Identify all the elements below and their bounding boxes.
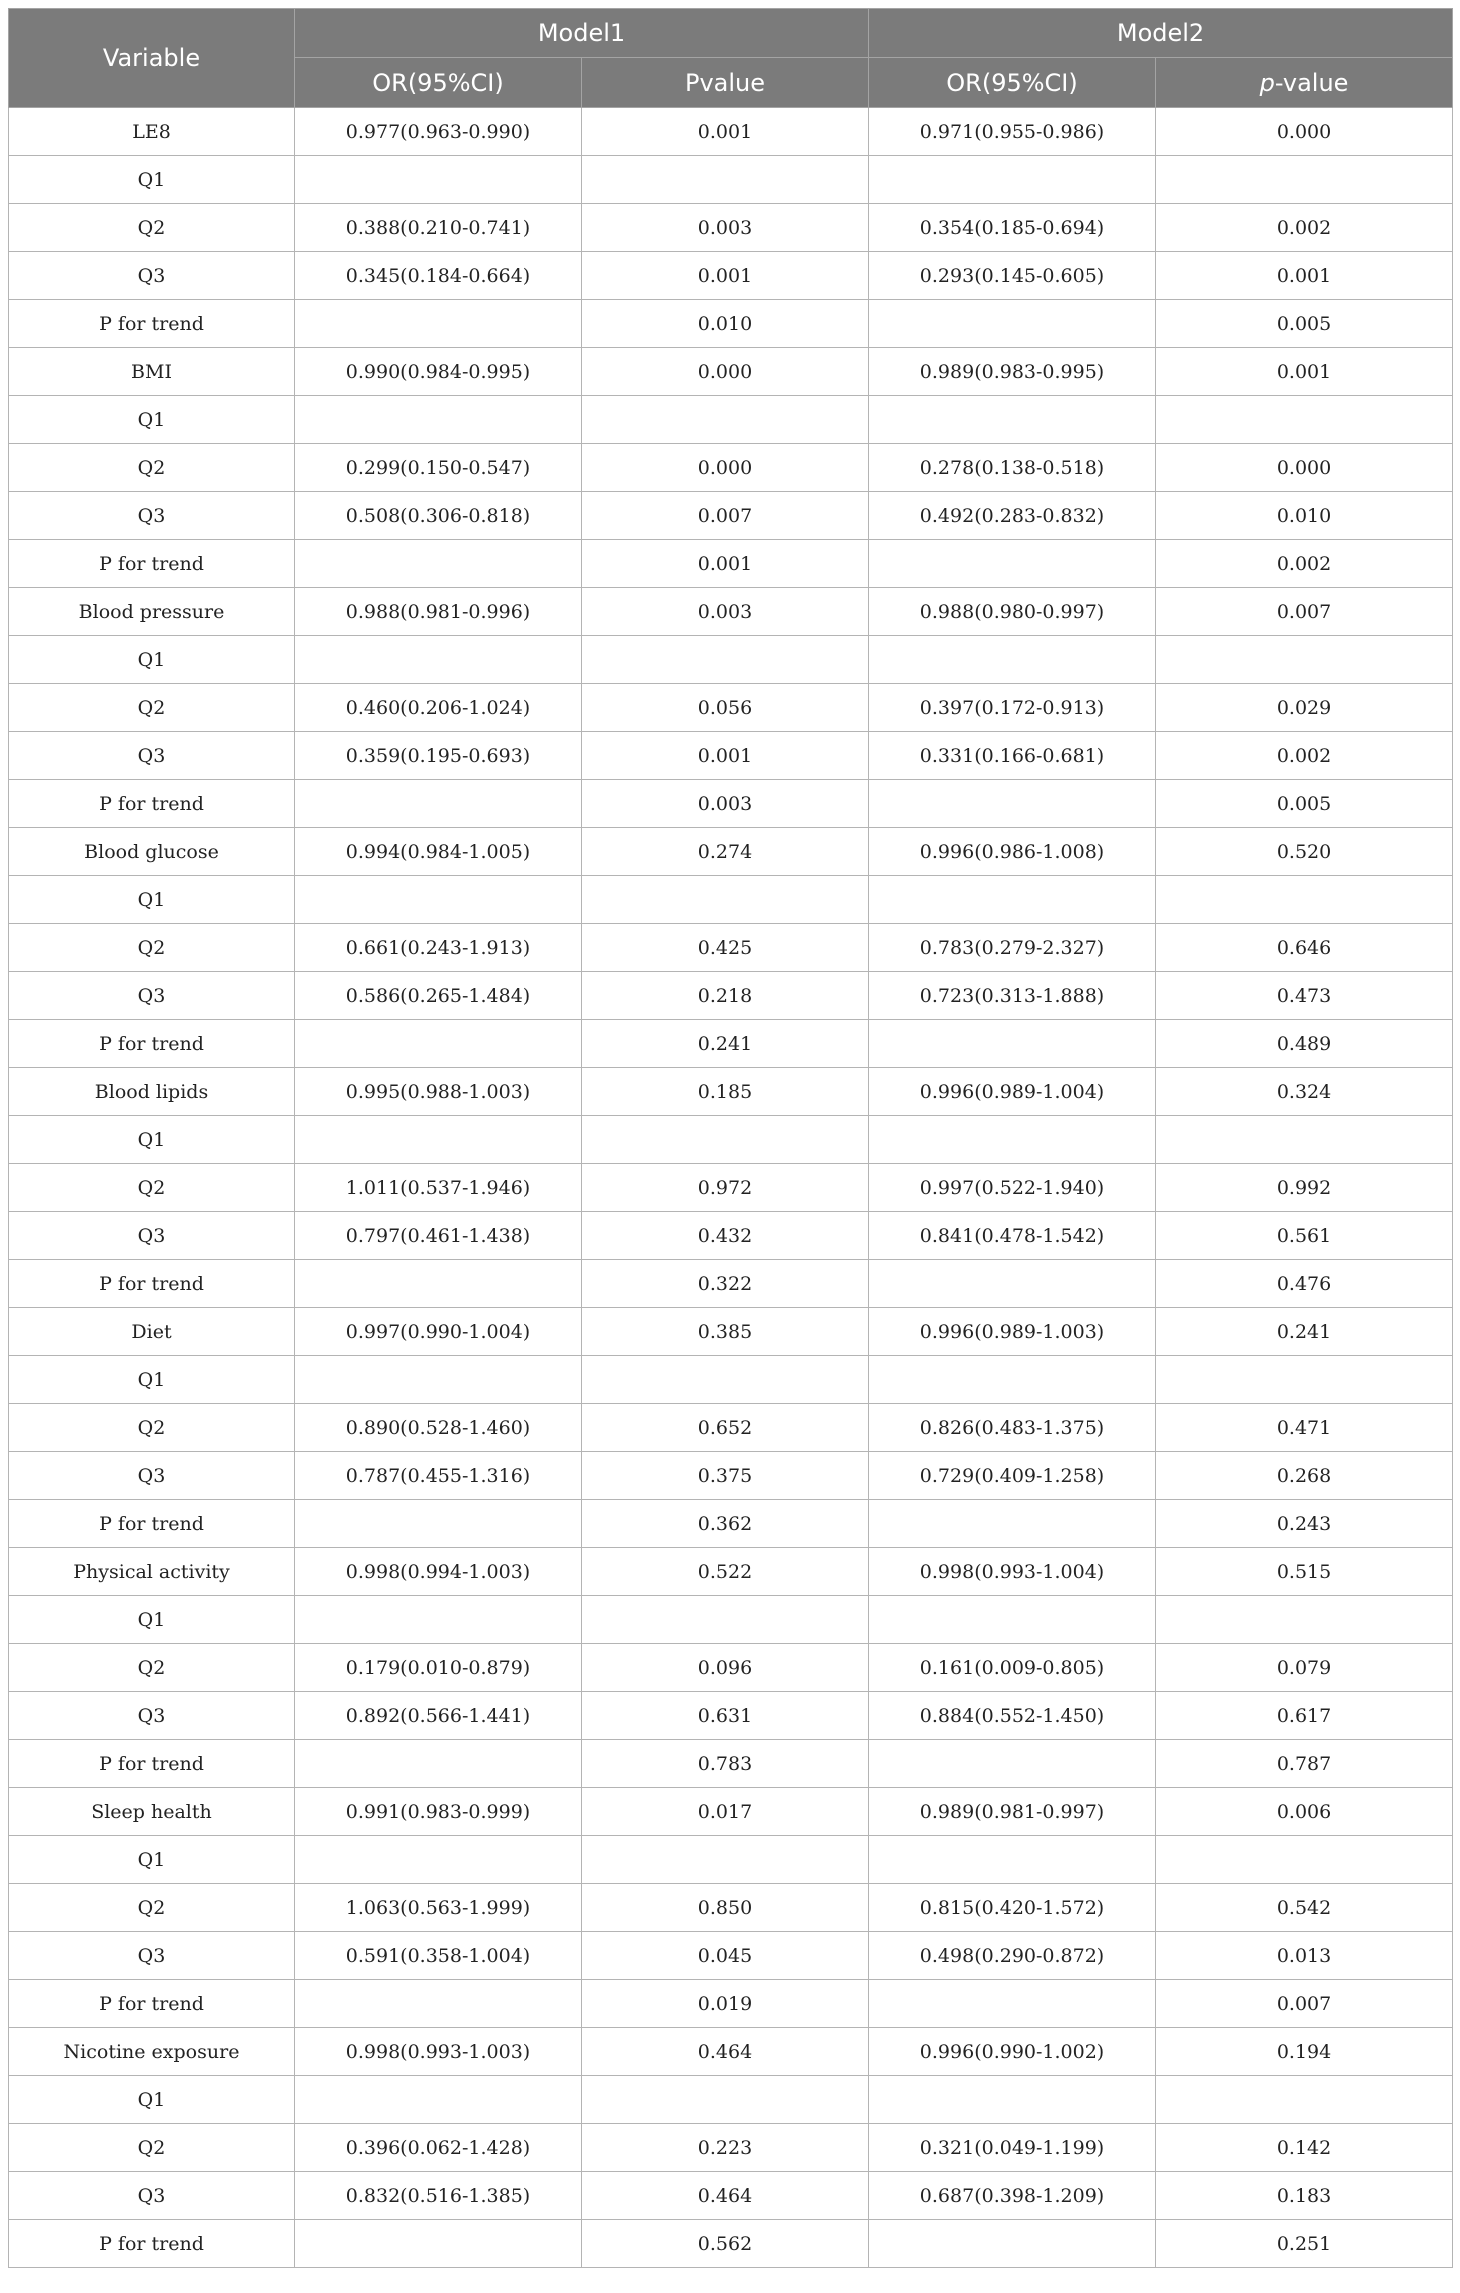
- cell-model1-or: 1.011(0.537-1.946): [295, 1164, 582, 1212]
- cell-variable: Blood glucose: [9, 828, 295, 876]
- table-row: [9, 2076, 1453, 2124]
- cell-model1-or: 0.990(0.984-0.995): [295, 348, 582, 396]
- cell-model1-or: 0.299(0.150-0.547): [295, 444, 582, 492]
- cell-model2-pvalue: 0.243: [1156, 1500, 1453, 1548]
- cell-model2-pvalue: 0.001: [1156, 348, 1453, 396]
- table-row: [9, 1500, 1453, 1548]
- cell-model2-or: [869, 396, 1156, 444]
- cell-model2-or: [869, 540, 1156, 588]
- cell-model2-or: [869, 1596, 1156, 1644]
- table-row: [9, 1548, 1453, 1596]
- cell-model2-pvalue: [1156, 156, 1453, 204]
- table-row: [9, 1212, 1453, 1260]
- cell-variable: Q1: [9, 1116, 295, 1164]
- cell-variable: P for trend: [9, 1260, 295, 1308]
- table-row: [9, 252, 1453, 300]
- cell-model1-pvalue: 0.017: [582, 1788, 869, 1836]
- cell-variable: Q1: [9, 1596, 295, 1644]
- table-header: [9, 9, 1453, 108]
- cell-model1-pvalue: 0.432: [582, 1212, 869, 1260]
- cell-model1-or: 0.832(0.516-1.385): [295, 2172, 582, 2220]
- cell-model1-or: 0.998(0.994-1.003): [295, 1548, 582, 1596]
- cell-model1-or: [295, 1980, 582, 2028]
- cell-variable: P for trend: [9, 780, 295, 828]
- cell-model2-or: [869, 2220, 1156, 2268]
- cell-variable: Q1: [9, 1836, 295, 1884]
- cell-model1-pvalue: 0.223: [582, 2124, 869, 2172]
- cell-model1-or: [295, 396, 582, 444]
- cell-variable: Q3: [9, 1212, 295, 1260]
- cell-model2-or: [869, 1740, 1156, 1788]
- cell-variable: P for trend: [9, 300, 295, 348]
- cell-model2-or: 0.998(0.993-1.004): [869, 1548, 1156, 1596]
- table-row: [9, 1692, 1453, 1740]
- cell-model1-pvalue: 0.464: [582, 2172, 869, 2220]
- cell-model2-or: 0.278(0.138-0.518): [869, 444, 1156, 492]
- cell-model1-or: 0.396(0.062-1.428): [295, 2124, 582, 2172]
- table-row: [9, 1980, 1453, 2028]
- cell-model1-or: 0.977(0.963-0.990): [295, 108, 582, 156]
- table-row: [9, 1116, 1453, 1164]
- cell-model1-pvalue: 0.783: [582, 1740, 869, 1788]
- cell-model1-or: 0.661(0.243-1.913): [295, 924, 582, 972]
- cell-model1-or: 0.797(0.461-1.438): [295, 1212, 582, 1260]
- cell-model2-pvalue: 0.520: [1156, 828, 1453, 876]
- header-model1-or: OR(95%CI): [295, 58, 582, 108]
- table-row: [9, 876, 1453, 924]
- cell-model1-pvalue: 0.185: [582, 1068, 869, 1116]
- cell-model1-pvalue: 0.010: [582, 300, 869, 348]
- cell-model1-pvalue: 0.000: [582, 348, 869, 396]
- cell-model2-or: 0.826(0.483-1.375): [869, 1404, 1156, 1452]
- table-row: [9, 1836, 1453, 1884]
- cell-model2-pvalue: 0.241: [1156, 1308, 1453, 1356]
- cell-model2-pvalue: 0.006: [1156, 1788, 1453, 1836]
- table-row: [9, 204, 1453, 252]
- cell-model2-pvalue: 0.489: [1156, 1020, 1453, 1068]
- cell-model2-pvalue: 0.473: [1156, 972, 1453, 1020]
- cell-variable: BMI: [9, 348, 295, 396]
- cell-variable: P for trend: [9, 1740, 295, 1788]
- cell-model1-pvalue: 0.850: [582, 1884, 869, 1932]
- cell-model1-pvalue: 0.003: [582, 780, 869, 828]
- cell-model2-or: 0.783(0.279-2.327): [869, 924, 1156, 972]
- cell-variable: Q3: [9, 1452, 295, 1500]
- cell-model2-or: [869, 636, 1156, 684]
- cell-variable: P for trend: [9, 540, 295, 588]
- cell-model2-or: [869, 156, 1156, 204]
- cell-variable: Blood pressure: [9, 588, 295, 636]
- cell-model2-or: 0.293(0.145-0.605): [869, 252, 1156, 300]
- cell-variable: Q2: [9, 924, 295, 972]
- cell-model1-or: [295, 156, 582, 204]
- cell-model2-or: 0.331(0.166-0.681): [869, 732, 1156, 780]
- cell-model2-pvalue: 0.007: [1156, 588, 1453, 636]
- cell-model1-or: 0.345(0.184-0.664): [295, 252, 582, 300]
- cell-model1-pvalue: 0.045: [582, 1932, 869, 1980]
- cell-variable: P for trend: [9, 2220, 295, 2268]
- cell-model1-or: 0.994(0.984-1.005): [295, 828, 582, 876]
- cell-model2-pvalue: 0.010: [1156, 492, 1453, 540]
- table-row: [9, 1404, 1453, 1452]
- cell-model2-pvalue: 0.142: [1156, 2124, 1453, 2172]
- table-row: [9, 2220, 1453, 2268]
- cell-model1-or: [295, 1740, 582, 1788]
- cell-model2-or: 0.997(0.522-1.940): [869, 1164, 1156, 1212]
- table-row: [9, 1164, 1453, 1212]
- cell-model2-pvalue: 0.324: [1156, 1068, 1453, 1116]
- cell-variable: Q1: [9, 156, 295, 204]
- cell-model1-or: [295, 300, 582, 348]
- table-row: [9, 2028, 1453, 2076]
- table-row: [9, 396, 1453, 444]
- cell-model2-pvalue: 0.268: [1156, 1452, 1453, 1500]
- cell-model2-pvalue: 0.476: [1156, 1260, 1453, 1308]
- cell-model2-pvalue: 0.002: [1156, 732, 1453, 780]
- cell-model1-pvalue: [582, 876, 869, 924]
- cell-model1-pvalue: 0.562: [582, 2220, 869, 2268]
- cell-model2-pvalue: 0.013: [1156, 1932, 1453, 1980]
- cell-model1-pvalue: 0.001: [582, 252, 869, 300]
- cell-model2-or: 0.815(0.420-1.572): [869, 1884, 1156, 1932]
- cell-model2-pvalue: [1156, 636, 1453, 684]
- cell-model1-pvalue: [582, 1116, 869, 1164]
- cell-model1-or: 0.988(0.981-0.996): [295, 588, 582, 636]
- cell-variable: Q1: [9, 1356, 295, 1404]
- cell-model2-or: [869, 780, 1156, 828]
- cell-variable: Q3: [9, 732, 295, 780]
- cell-model1-or: 0.179(0.010-0.879): [295, 1644, 582, 1692]
- cell-variable: Blood lipids: [9, 1068, 295, 1116]
- cell-variable: P for trend: [9, 1980, 295, 2028]
- cell-model2-or: 0.397(0.172-0.913): [869, 684, 1156, 732]
- cell-model2-pvalue: 0.787: [1156, 1740, 1453, 1788]
- cell-model2-or: 0.989(0.981-0.997): [869, 1788, 1156, 1836]
- cell-model1-or: 0.997(0.990-1.004): [295, 1308, 582, 1356]
- header-model2-pvalue: [1156, 58, 1453, 108]
- table-row: [9, 156, 1453, 204]
- cell-model2-or: 0.687(0.398-1.209): [869, 2172, 1156, 2220]
- cell-variable: P for trend: [9, 1020, 295, 1068]
- cell-variable: Q2: [9, 444, 295, 492]
- cell-model2-or: 0.884(0.552-1.450): [869, 1692, 1156, 1740]
- cell-variable: Nicotine exposure: [9, 2028, 295, 2076]
- cell-model2-or: [869, 876, 1156, 924]
- table-row: [9, 1356, 1453, 1404]
- cell-model2-pvalue: [1156, 876, 1453, 924]
- cell-model2-or: 0.996(0.989-1.004): [869, 1068, 1156, 1116]
- cell-model1-pvalue: 0.631: [582, 1692, 869, 1740]
- cell-variable: Diet: [9, 1308, 295, 1356]
- cell-model1-pvalue: 0.362: [582, 1500, 869, 1548]
- table-row: [9, 1884, 1453, 1932]
- table-row: [9, 300, 1453, 348]
- cell-model1-pvalue: [582, 396, 869, 444]
- cell-model1-or: 0.460(0.206-1.024): [295, 684, 582, 732]
- cell-model1-or: 1.063(0.563-1.999): [295, 1884, 582, 1932]
- cell-model2-or: 0.988(0.980-0.997): [869, 588, 1156, 636]
- cell-model2-or: [869, 300, 1156, 348]
- cell-model2-or: [869, 1020, 1156, 1068]
- cell-variable: Q1: [9, 2076, 295, 2124]
- cell-model1-pvalue: 0.375: [582, 1452, 869, 1500]
- cell-model2-or: 0.996(0.989-1.003): [869, 1308, 1156, 1356]
- header-model1-pvalue: Pvalue: [582, 58, 869, 108]
- table-row: [9, 2124, 1453, 2172]
- cell-model1-or: [295, 876, 582, 924]
- table-row: [9, 828, 1453, 876]
- table-row: [9, 1932, 1453, 1980]
- cell-model1-or: [295, 636, 582, 684]
- cell-variable: Q2: [9, 1164, 295, 1212]
- cell-model1-pvalue: 0.425: [582, 924, 869, 972]
- cell-model1-or: 0.995(0.988-1.003): [295, 1068, 582, 1116]
- cell-model2-pvalue: [1156, 1356, 1453, 1404]
- cell-model2-pvalue: 0.646: [1156, 924, 1453, 972]
- cell-model2-or: [869, 1980, 1156, 2028]
- cell-model1-pvalue: [582, 156, 869, 204]
- cell-variable: Q1: [9, 876, 295, 924]
- cell-variable: Q3: [9, 972, 295, 1020]
- cell-model1-or: 0.998(0.993-1.003): [295, 2028, 582, 2076]
- cell-variable: Q2: [9, 204, 295, 252]
- cell-model2-pvalue: 0.194: [1156, 2028, 1453, 2076]
- table-row: [9, 1788, 1453, 1836]
- cell-variable: Sleep health: [9, 1788, 295, 1836]
- table-row: [9, 1308, 1453, 1356]
- header-model1: Model1: [295, 9, 869, 58]
- table-row: [9, 1068, 1453, 1116]
- cell-model2-or: 0.354(0.185-0.694): [869, 204, 1156, 252]
- cell-model2-or: 0.729(0.409-1.258): [869, 1452, 1156, 1500]
- cell-model1-or: [295, 2076, 582, 2124]
- cell-model1-or: 0.787(0.455-1.316): [295, 1452, 582, 1500]
- cell-model1-or: 0.586(0.265-1.484): [295, 972, 582, 1020]
- cell-model1-or: 0.508(0.306-0.818): [295, 492, 582, 540]
- cell-model1-pvalue: [582, 2076, 869, 2124]
- cell-model1-or: [295, 2220, 582, 2268]
- cell-model2-pvalue: 0.515: [1156, 1548, 1453, 1596]
- cell-model2-pvalue: 0.002: [1156, 540, 1453, 588]
- cell-model2-pvalue: 0.000: [1156, 108, 1453, 156]
- cell-variable: Q1: [9, 396, 295, 444]
- cell-model1-pvalue: 0.001: [582, 732, 869, 780]
- cell-model1-pvalue: 0.001: [582, 108, 869, 156]
- cell-model2-pvalue: [1156, 396, 1453, 444]
- cell-model1-pvalue: [582, 1596, 869, 1644]
- cell-model1-or: 0.991(0.983-0.999): [295, 1788, 582, 1836]
- cell-model2-pvalue: [1156, 1596, 1453, 1644]
- cell-model1-pvalue: [582, 636, 869, 684]
- cell-model2-or: 0.841(0.478-1.542): [869, 1212, 1156, 1260]
- table-row: [9, 444, 1453, 492]
- cell-model2-or: 0.161(0.009-0.805): [869, 1644, 1156, 1692]
- header-model2-or: OR(95%CI): [869, 58, 1156, 108]
- cell-model2-pvalue: 0.079: [1156, 1644, 1453, 1692]
- cell-model2-pvalue: 0.471: [1156, 1404, 1453, 1452]
- cell-model2-pvalue: 0.617: [1156, 1692, 1453, 1740]
- cell-model2-pvalue: 0.007: [1156, 1980, 1453, 2028]
- table-row: [9, 1452, 1453, 1500]
- cell-variable: Q1: [9, 636, 295, 684]
- cell-model1-pvalue: [582, 1836, 869, 1884]
- cell-variable: Q2: [9, 2124, 295, 2172]
- table-row: [9, 492, 1453, 540]
- cell-model1-pvalue: 0.385: [582, 1308, 869, 1356]
- cell-model1-or: [295, 1116, 582, 1164]
- cell-model2-pvalue: [1156, 1116, 1453, 1164]
- cell-model1-pvalue: [582, 1356, 869, 1404]
- header-model2-pvalue-prefix: p: [1259, 68, 1275, 97]
- cell-model2-or: 0.723(0.313-1.888): [869, 972, 1156, 1020]
- cell-model2-pvalue: [1156, 2076, 1453, 2124]
- cell-model2-pvalue: 0.029: [1156, 684, 1453, 732]
- cell-variable: Q3: [9, 252, 295, 300]
- cell-model1-pvalue: 0.522: [582, 1548, 869, 1596]
- table-row: [9, 2172, 1453, 2220]
- cell-model2-pvalue: 0.251: [1156, 2220, 1453, 2268]
- cell-model2-or: [869, 1500, 1156, 1548]
- cell-variable: Q3: [9, 1932, 295, 1980]
- header-model2-pvalue-suffix: -value: [1274, 68, 1349, 97]
- cell-variable: P for trend: [9, 1500, 295, 1548]
- cell-variable: LE8: [9, 108, 295, 156]
- cell-model1-pvalue: 0.241: [582, 1020, 869, 1068]
- cell-model1-or: [295, 1260, 582, 1308]
- cell-model1-or: [295, 1596, 582, 1644]
- cell-model1-or: [295, 1500, 582, 1548]
- cell-model1-pvalue: 0.001: [582, 540, 869, 588]
- cell-model2-pvalue: 0.001: [1156, 252, 1453, 300]
- cell-variable: Q3: [9, 492, 295, 540]
- cell-model2-or: [869, 1836, 1156, 1884]
- table-body: [9, 108, 1453, 2268]
- cell-model2-or: [869, 1356, 1156, 1404]
- cell-model1-pvalue: 0.652: [582, 1404, 869, 1452]
- cell-model2-or: 0.989(0.983-0.995): [869, 348, 1156, 396]
- cell-model1-pvalue: 0.464: [582, 2028, 869, 2076]
- cell-model1-pvalue: 0.322: [582, 1260, 869, 1308]
- table-row: [9, 780, 1453, 828]
- cell-model1-or: [295, 540, 582, 588]
- table-row: [9, 636, 1453, 684]
- cell-model1-pvalue: 0.056: [582, 684, 869, 732]
- table-row: [9, 1740, 1453, 1788]
- table-row: [9, 1260, 1453, 1308]
- cell-model1-or: [295, 1356, 582, 1404]
- cell-model2-or: 0.498(0.290-0.872): [869, 1932, 1156, 1980]
- cell-model2-pvalue: [1156, 1836, 1453, 1884]
- cell-model2-or: [869, 1260, 1156, 1308]
- cell-model2-or: [869, 1116, 1156, 1164]
- cell-model1-or: 0.388(0.210-0.741): [295, 204, 582, 252]
- table-row: [9, 684, 1453, 732]
- cell-model2-or: 0.492(0.283-0.832): [869, 492, 1156, 540]
- cell-model2-pvalue: 0.005: [1156, 780, 1453, 828]
- cell-model1-or: [295, 1020, 582, 1068]
- cell-model1-pvalue: 0.007: [582, 492, 869, 540]
- cell-model1-or: 0.359(0.195-0.693): [295, 732, 582, 780]
- cell-model2-pvalue: 0.002: [1156, 204, 1453, 252]
- cell-model2-or: 0.321(0.049-1.199): [869, 2124, 1156, 2172]
- table-row: [9, 1644, 1453, 1692]
- cell-model1-pvalue: 0.003: [582, 204, 869, 252]
- cell-model2-or: [869, 2076, 1156, 2124]
- cell-model2-or: 0.971(0.955-0.986): [869, 108, 1156, 156]
- results-table: [8, 8, 1453, 2268]
- cell-variable: Q2: [9, 1404, 295, 1452]
- cell-model1-or: 0.591(0.358-1.004): [295, 1932, 582, 1980]
- cell-model1-pvalue: 0.019: [582, 1980, 869, 2028]
- table-row: [9, 972, 1453, 1020]
- cell-model2-pvalue: 0.183: [1156, 2172, 1453, 2220]
- cell-model2-pvalue: 0.000: [1156, 444, 1453, 492]
- table-row: [9, 540, 1453, 588]
- table-container: [8, 8, 1452, 2268]
- cell-model1-pvalue: 0.003: [582, 588, 869, 636]
- table-row: [9, 108, 1453, 156]
- cell-model1-or: 0.892(0.566-1.441): [295, 1692, 582, 1740]
- table-row: [9, 1020, 1453, 1068]
- cell-model2-pvalue: 0.992: [1156, 1164, 1453, 1212]
- cell-variable: Q3: [9, 1692, 295, 1740]
- cell-model1-pvalue: 0.096: [582, 1644, 869, 1692]
- cell-model1-pvalue: 0.218: [582, 972, 869, 1020]
- cell-model1-pvalue: 0.000: [582, 444, 869, 492]
- cell-model1-pvalue: 0.274: [582, 828, 869, 876]
- table-row: [9, 732, 1453, 780]
- table-row: [9, 348, 1453, 396]
- cell-model2-pvalue: 0.561: [1156, 1212, 1453, 1260]
- table-row: [9, 924, 1453, 972]
- table-row: [9, 1596, 1453, 1644]
- cell-model1-or: [295, 780, 582, 828]
- header-model2: Model2: [869, 9, 1453, 58]
- cell-model1-or: [295, 1836, 582, 1884]
- cell-model1-pvalue: 0.972: [582, 1164, 869, 1212]
- header-variable: Variable: [9, 9, 295, 108]
- cell-variable: Physical activity: [9, 1548, 295, 1596]
- cell-variable: Q2: [9, 1644, 295, 1692]
- cell-model2-or: 0.996(0.990-1.002): [869, 2028, 1156, 2076]
- cell-model2-pvalue: 0.005: [1156, 300, 1453, 348]
- cell-model1-or: 0.890(0.528-1.460): [295, 1404, 582, 1452]
- cell-variable: Q2: [9, 684, 295, 732]
- cell-model2-pvalue: 0.542: [1156, 1884, 1453, 1932]
- cell-variable: Q3: [9, 2172, 295, 2220]
- cell-model2-or: 0.996(0.986-1.008): [869, 828, 1156, 876]
- cell-variable: Q2: [9, 1884, 295, 1932]
- table-row: [9, 588, 1453, 636]
